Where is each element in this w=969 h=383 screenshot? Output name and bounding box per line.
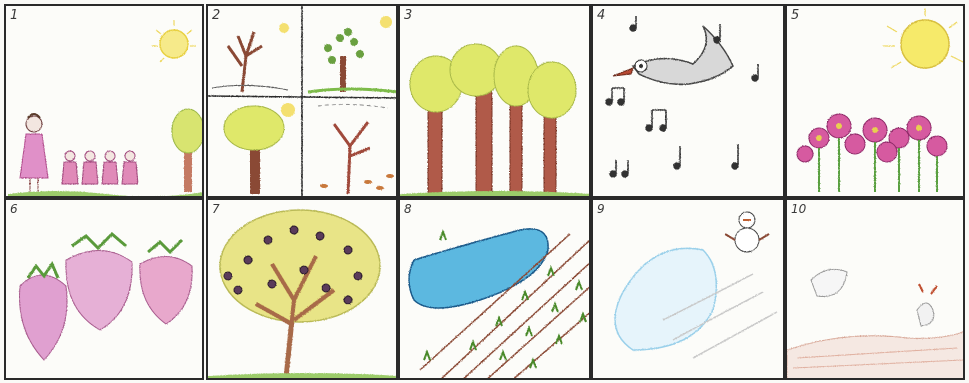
panel-5: [785, 4, 965, 198]
panel-number: 6: [10, 202, 18, 216]
panel-number: 4: [597, 8, 606, 23]
panel-8: [398, 198, 591, 380]
panel-3: [398, 4, 591, 198]
panel-number: 8: [404, 202, 412, 216]
panel-7-drawing: [208, 200, 398, 380]
panel-number: 10: [791, 202, 807, 216]
panel-number: 5: [791, 8, 800, 23]
sun-icon: [160, 30, 188, 58]
panel-10-drawing: [787, 200, 965, 380]
panel-1: [4, 4, 204, 198]
panel-number: 3: [404, 8, 413, 23]
panel-number: 1: [10, 8, 19, 23]
panel-9-drawing: [593, 200, 785, 380]
panel-number: 9: [597, 202, 605, 216]
panel-6-drawing: [6, 200, 204, 380]
panel-10: [785, 198, 965, 380]
panel-4: [591, 4, 785, 198]
sun-icon: [901, 20, 949, 68]
panel-8-drawing: [400, 200, 591, 380]
panel-6: [4, 198, 204, 380]
panel-4-drawing: [593, 6, 785, 198]
panel-2-drawing: [208, 6, 398, 198]
panel-5-drawing: [787, 6, 965, 198]
panel-number: 7: [212, 202, 220, 216]
panel-3-drawing: [400, 6, 591, 198]
panel-2: [206, 4, 398, 198]
panel-number: 2: [212, 8, 221, 23]
panel-1-drawing: [6, 6, 204, 198]
panel-9: [591, 198, 785, 380]
panel-7: [206, 198, 398, 380]
